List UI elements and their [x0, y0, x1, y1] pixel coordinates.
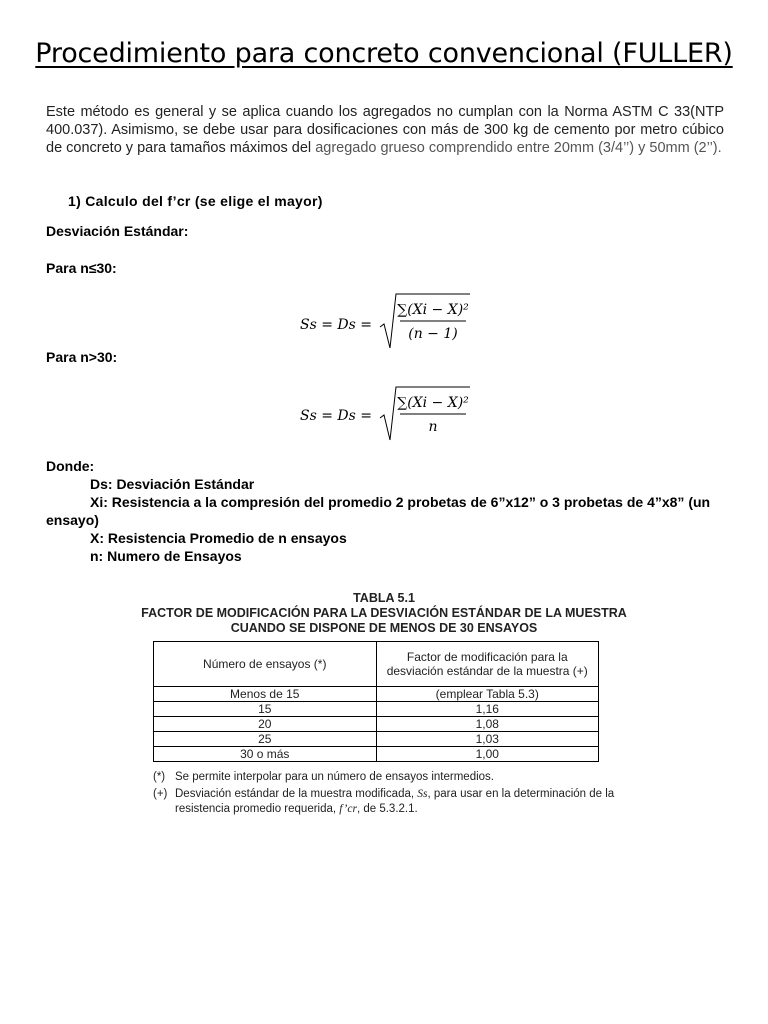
cell-factor: 1,16: [376, 702, 599, 717]
cell-ensayos: 30 o más: [154, 747, 377, 762]
case-n-le-30-heading: Para n≤30:: [46, 260, 117, 276]
definitions-block: [46, 457, 736, 565]
cell-factor: 1,08: [376, 717, 599, 732]
definition-xi: Xi: Resistencia a la compresión del promedio 2 probetas de 6”x12” o 3 probetas de 4”x8” (un ensayo): [46, 494, 711, 528]
header-number-of-tests: Número de ensayos (*): [154, 642, 377, 687]
donde-heading: Donde:: [46, 458, 95, 474]
cell-factor: 1,00: [376, 747, 599, 762]
table-row: [154, 747, 599, 762]
cell-factor: (emplear Tabla 5.3): [376, 687, 599, 702]
page-title: Procedimiento para concreto convencional (FULLER): [35, 38, 733, 69]
table-label: TABLA 5.1: [353, 591, 415, 605]
table-row: [154, 717, 599, 732]
note-interpolation: [153, 770, 643, 785]
cell-ensayos: Menos de 15: [154, 687, 377, 702]
note-text: Se permite interpolar para un número de ensayos intermedios.: [175, 771, 494, 783]
formula-lhs: Ss = Ds =: [300, 317, 372, 333]
formula-numerator: ∑(Xi − X)²: [397, 302, 469, 318]
intro-text-tail: agregado grueso comprendido entre 20mm (3/4’’) y 50mm (2’’).: [315, 140, 722, 156]
table-header-row: [154, 642, 599, 687]
formula-lhs: Ss = Ds =: [300, 408, 372, 424]
note-symbol-ss: Ss: [417, 788, 428, 800]
definition-x: X: Resistencia Promedio de n ensayos: [90, 530, 347, 546]
case-n-gt-30-heading: Para n>30:: [46, 349, 118, 365]
desviacion-heading: Desviación Estándar:: [46, 223, 189, 239]
cell-ensayos: 20: [154, 717, 377, 732]
cell-ensayos: 25: [154, 732, 377, 747]
note-text: [175, 787, 643, 817]
formula-n-gt-30: [300, 383, 480, 443]
header-modification-factor: Factor de modificación para la desviación estándar de la muestra (+): [376, 642, 599, 687]
note-symbol-fcr: f’cr: [339, 803, 357, 815]
note-marker: (*): [153, 771, 166, 783]
table-caption-line-2: CUANDO SE DISPONE DE MENOS DE 30 ENSAYOS: [230, 621, 538, 635]
note-text-part: Desviación estándar de la muestra modificada,: [175, 788, 418, 800]
definition-n: n: Numero de Ensayos: [90, 548, 242, 564]
table-caption-line-1: FACTOR DE MODIFICACIÓN PARA LA DESVIACIÓN ESTÁNDAR DE LA MUESTRA: [141, 606, 627, 620]
formula-denominator: (n − 1): [408, 326, 458, 342]
definition-ds: Ds: Desviación Estándar: [90, 476, 255, 492]
formula-denominator: n: [428, 419, 438, 435]
step-1-heading: 1) Calculo del f’cr (se elige el mayor): [68, 193, 323, 209]
note-modified-deviation: [153, 787, 643, 817]
table-row: [154, 687, 599, 702]
formula-n-le-30: [300, 290, 480, 350]
note-marker: (+): [153, 788, 168, 800]
modification-factor-table: [153, 641, 599, 762]
note-text-part: , para usar en la determinación de la resistencia promedio requerida,: [175, 788, 615, 815]
intro-text: Este método es general y se aplica cuando los agregados no cumplan con la Norma ASTM C 33(NTP 400.037). Asimismo, se debe usar para dosificaciones con más de 300 kg de cemento por metro cúbico de concreto y para tamaños máximos del: [46, 104, 724, 156]
formula-numerator: ∑(Xi − X)²: [397, 395, 469, 411]
cell-factor: 1,03: [376, 732, 599, 747]
note-text-part: , de 5.3.2.1.: [356, 803, 418, 815]
intro-paragraph: [46, 103, 724, 157]
table-row: [154, 732, 599, 747]
cell-ensayos: 15: [154, 702, 377, 717]
table-notes: [153, 770, 643, 817]
table-row: [154, 702, 599, 717]
